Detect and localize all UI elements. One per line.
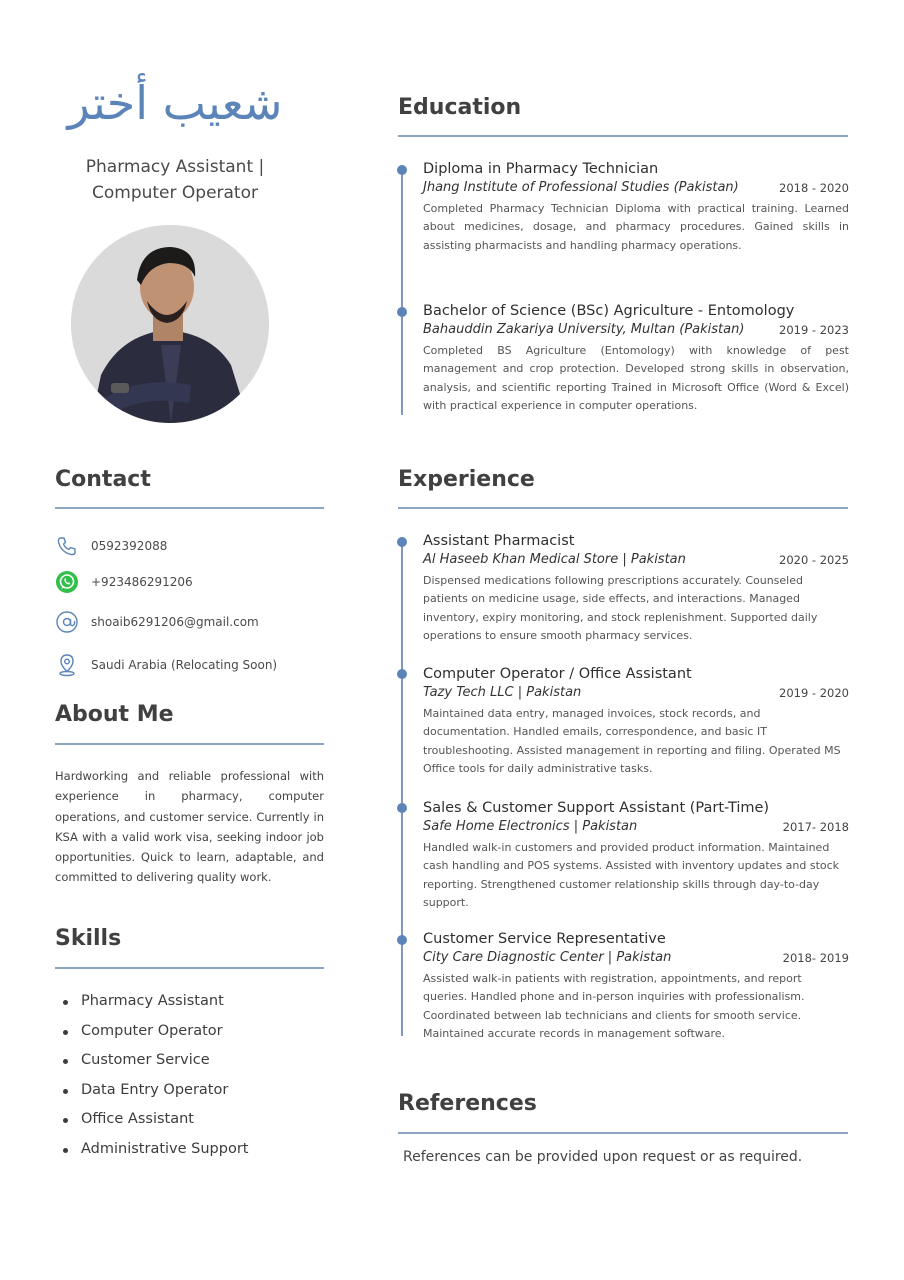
timeline-dot [397, 803, 407, 813]
skill-item: Data Entry Operator [63, 1076, 248, 1106]
job-company: Al Haseeb Khan Medical Store | Pakistan [423, 552, 686, 567]
contact-heading: Contact [55, 467, 151, 492]
experience-entry [423, 532, 849, 645]
experience-entry [423, 665, 849, 778]
location-pin-icon [55, 653, 79, 677]
job-title: Customer Service Representative [423, 931, 666, 947]
contact-whatsapp [55, 569, 325, 595]
education-description: Completed Pharmacy Technician Diploma with practical training. Learned about medicines, dosage, and pharmacy procedures. Gained skills in assisting pharmacists and handling pharmacy operations. [423, 202, 849, 252]
experience-timeline [401, 542, 403, 1036]
references-divider [398, 1132, 848, 1134]
job-description: Maintained data entry, managed invoices, stock records, and documentation. Handled emails, correspondence, and basic IT troubleshooting. Assisted management in reporting and filing. Operated MS Office tools for daily administrative tasks. [423, 707, 841, 775]
education-heading: Education [398, 95, 522, 120]
references-heading: References [398, 1091, 537, 1116]
skill-item: Computer Operator [63, 1017, 248, 1047]
location-text: Saudi Arabia (Relocating Soon) [91, 658, 278, 672]
education-date: 2018 - 2020 [779, 181, 849, 195]
education-entry [423, 160, 849, 255]
job-date: 2017- 2018 [782, 820, 849, 834]
contact-divider [55, 507, 324, 509]
job-date: 2019 - 2020 [779, 686, 849, 700]
timeline-dot [397, 165, 407, 175]
about-divider [55, 743, 324, 745]
role-line-2: Computer Operator [91, 183, 258, 203]
timeline-dot [397, 935, 407, 945]
profile-photo-illustration [71, 225, 269, 423]
about-heading: About Me [55, 702, 174, 727]
contact-location [55, 652, 325, 678]
candidate-name: شعيب أختر [67, 76, 283, 130]
skill-item: Administrative Support [63, 1135, 248, 1165]
skill-item: Pharmacy Assistant [63, 987, 248, 1017]
candidate-role [55, 154, 295, 206]
timeline-dot [397, 537, 407, 547]
job-company: Safe Home Electronics | Pakistan [423, 819, 638, 834]
skill-item: Office Assistant [63, 1105, 248, 1135]
phone-number[interactable]: 0592392088 [91, 539, 168, 553]
phone-icon [55, 534, 79, 558]
education-description: Completed BS Agriculture (Entomology) with knowledge of pest management and crop protection. Developed strong skills in observation, analysis, and scientific reporting Trained in Microsoft Office (Word & Excel) with practical experience in computer operations. [423, 344, 849, 412]
experience-heading: Experience [398, 467, 535, 492]
profile-photo [71, 225, 269, 423]
contact-phone [55, 533, 325, 559]
skills-divider [55, 967, 324, 969]
education-title: Bachelor of Science (BSc) Agriculture - Entomology [423, 303, 795, 319]
skills-list [63, 987, 248, 1165]
education-timeline [401, 170, 403, 415]
education-entry [423, 302, 849, 415]
skill-item: Customer Service [63, 1046, 248, 1076]
whatsapp-icon [55, 570, 79, 594]
experience-entry [423, 799, 849, 912]
timeline-dot [397, 307, 407, 317]
email-at-icon [55, 610, 79, 634]
references-text: References can be provided upon request or as required. [403, 1149, 803, 1165]
job-date: 2018- 2019 [782, 951, 849, 965]
skills-heading: Skills [55, 926, 122, 951]
whatsapp-number[interactable]: +923486291206 [91, 575, 193, 589]
job-title: Computer Operator / Office Assistant [423, 666, 692, 682]
contact-email [55, 609, 325, 635]
experience-entry [423, 930, 849, 1043]
education-date: 2019 - 2023 [779, 323, 849, 337]
job-company: City Care Diagnostic Center | Pakistan [423, 950, 672, 965]
about-text: Hardworking and reliable professional with experience in pharmacy, computer operations, and customer service. Currently in KSA with a valid work visa, seeking indoor job opportunities. Quick to learn, adaptable, and committed to delivering quality work. [55, 769, 324, 885]
education-institution: Jhang Institute of Professional Studies (Pakistan) [423, 180, 739, 195]
experience-divider [398, 507, 848, 509]
job-description: Handled walk-in customers and provided product information. Maintained cash handling and POS systems. Assisted with inventory updates and stock reporting. Strengthened customer relationship skills through day-to-day support. [423, 841, 840, 909]
job-title: Sales & Customer Support Assistant (Part-Time) [423, 800, 770, 816]
job-date: 2020 - 2025 [779, 553, 849, 567]
job-description: Assisted walk-in patients with registration, appointments, and report queries. Handled phone and in-person inquiries with professionalism. Coordinated between lab technicians and clients for smooth service. Maintained accurate records in management software. [423, 972, 805, 1040]
timeline-dot [397, 669, 407, 679]
email-address[interactable]: shoaib6291206@gmail.com [91, 615, 259, 629]
job-description: Dispensed medications following prescriptions accurately. Counseled patients on medicine usage, side effects, and interactions. Managed inventory, expiry monitoring, and stock replenishment. Supported daily operations to ensure smooth pharmacy services. [423, 574, 818, 642]
job-company: Tazy Tech LLC | Pakistan [423, 685, 582, 700]
job-title: Assistant Pharmacist [423, 533, 575, 549]
role-line-1: Pharmacy Assistant | [85, 157, 265, 177]
education-title: Diploma in Pharmacy Technician [423, 161, 659, 177]
education-divider [398, 135, 848, 137]
education-institution: Bahauddin Zakariya University, Multan (Pakistan) [423, 322, 745, 337]
